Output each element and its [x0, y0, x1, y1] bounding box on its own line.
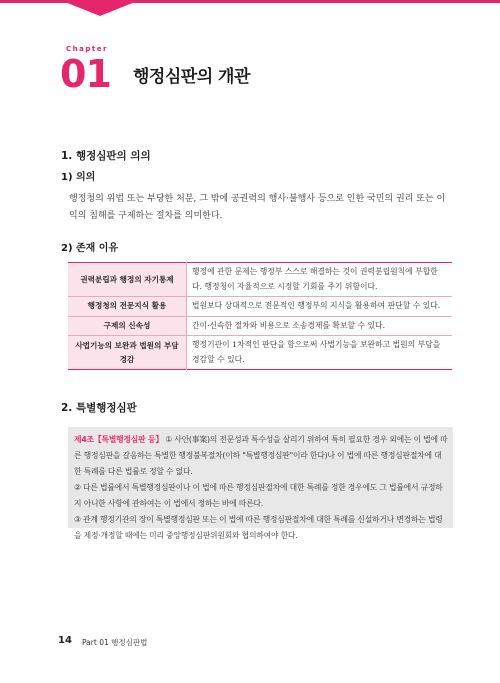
table-row — [68, 316, 452, 336]
chapter-number: 01 — [60, 52, 111, 96]
meaning-paragraph: 행정청의 위법 또는 부당한 처분, 그 밖에 공권력의 행사·불행사 등으로 인한 국민의 권리 또는 이익의 침해를 구제하는 절차를 의미한다. — [69, 194, 446, 221]
section-heading-2: 2. 특별행정심판 — [61, 402, 137, 414]
table-row — [68, 297, 452, 317]
page-number: 14 — [58, 635, 72, 646]
subsection-heading-meaning: 1) 의의 — [61, 172, 96, 183]
row-label: 사법기능의 보완과 법원의 부담 경감 — [68, 336, 187, 370]
chapter-label: Chapter — [66, 45, 108, 53]
row-text: 행정기관이 1차적인 판단을 함으로써 사법기능을 보완하고 법원의 부담을 경감할 수 있다. — [192, 340, 441, 364]
top-ribbon — [0, 0, 500, 16]
reasons-table — [68, 262, 452, 370]
row-label: 행정청의 전문지식 활용 — [68, 297, 187, 317]
law-text: ① 사안(事案)의 전문성과 특수성을 살리기 위하여 특히 필요한 경우 외에는 이 법에 따른 행정심판을 갈음하는 특별한 행정불복절차(이하 "특별행정심판"이라 한다)나 이 법에 따른 행정심판절차에 대한 특례를 다른 법률로 정할 수 없다. — [74, 435, 448, 476]
table-row — [68, 336, 452, 370]
row-text: 법원보다 상대적으로 전문적인 행정부의 지식을 활용하여 판단할 수 있다. — [187, 297, 453, 317]
law-paragraph-3: ③ 관계 행정기관의 장이 특별행정심판 또는 이 법에 따른 행정심판절차에 대한 특례를 신설하거나 변경하는 법령을 제정·개정할 때에는 미리 중앙행정심판위원회와 협의하여야 한다. — [74, 515, 443, 540]
table-row — [68, 263, 452, 297]
law-article-title: 제4조【특별행정심판 등】 — [74, 435, 163, 444]
row-label: 권력분립과 행정의 자기통제 — [68, 263, 187, 297]
chapter-title: 행정심판의 개관 — [133, 67, 250, 87]
law-paragraph-2: ② 다른 법률에서 특별행정심판이나 이 법에 따른 행정심판절차에 대한 특례를 정한 경우에도 그 법률에서 규정하지 아니한 사항에 관하여는 이 법에서 정하는 바에 따른다. — [74, 483, 443, 508]
subsection-heading-reasons: 2) 존재 이유 — [61, 243, 119, 254]
law-paragraph-1 — [74, 432, 448, 480]
part-label: Part 01 행정심판법 — [82, 638, 148, 647]
section-heading-1: 1. 행정심판의 의의 — [61, 150, 151, 162]
row-text: 행정에 관한 문제는 행정부 스스로 해결하는 것이 권력분립원칙에 부합한다. 행정청이 자율적으로 시정할 기회를 주기 위함이다. — [187, 263, 453, 297]
row-label: 구제의 신속성 — [68, 316, 187, 336]
row-text: 간이·신속한 절차와 비용으로 소송경제를 확보할 수 있다. — [187, 316, 453, 336]
law-excerpt-box — [68, 427, 453, 540]
